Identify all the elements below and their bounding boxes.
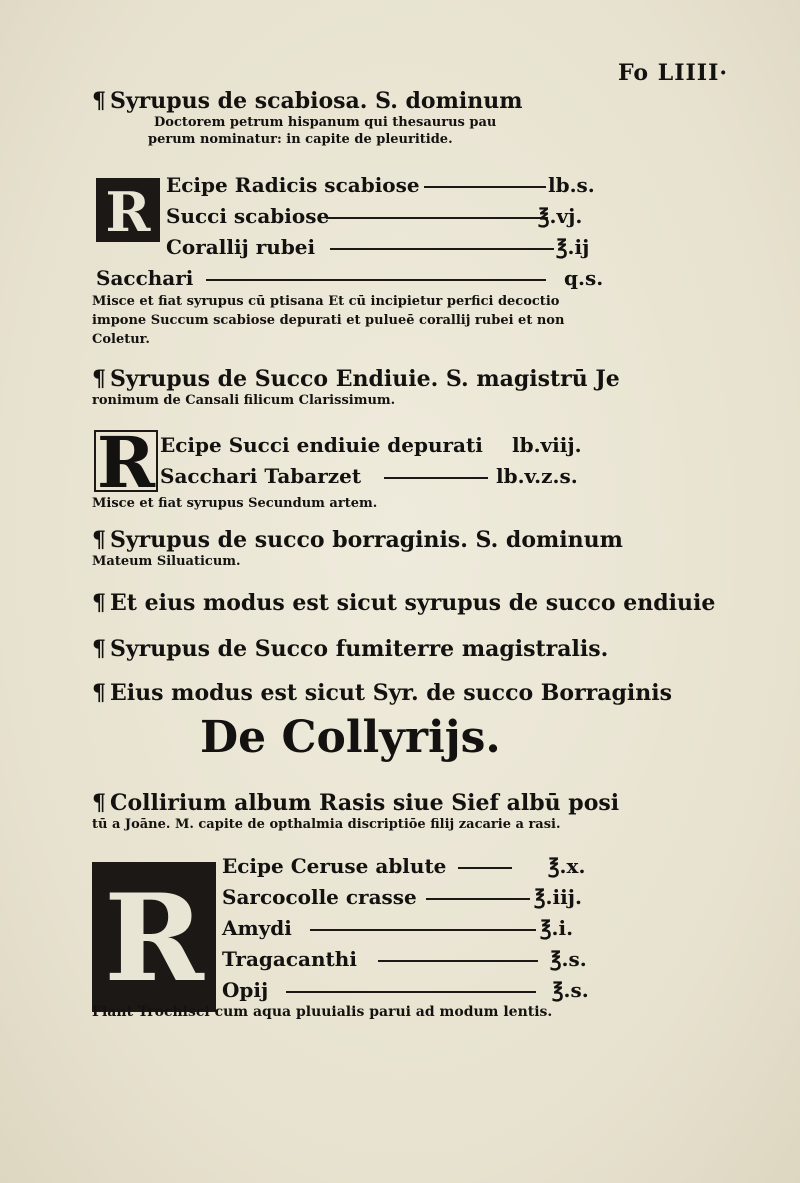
rule-line [330, 248, 554, 250]
dropcap-initial: R [96, 178, 160, 242]
instruction-text: Coletur. [92, 332, 150, 347]
instruction-text: impone Succum scabiose depurati et pulueē corallij rubei et non [92, 313, 565, 328]
rule-line [378, 960, 538, 962]
pilcrow-icon: ¶ [92, 366, 106, 392]
recipe-row [222, 884, 596, 910]
quantity: ℥.ij [556, 235, 590, 259]
ingredient: Ecipe Ceruse ablute [222, 854, 447, 878]
ingredient: Ecipe Succi endiuie depurati [160, 433, 483, 457]
section-subheading: Mateum Siluaticum. [92, 554, 241, 569]
instruction-text: Misce et fiat syrupus Secundum artem. [92, 496, 378, 511]
ingredient: Sacchari [96, 266, 194, 290]
quantity: lb.s. [548, 173, 595, 197]
recipe-row [222, 946, 596, 972]
section-heading: Syrupus de Succo Endiuie. S. magistrū Je [110, 366, 620, 392]
ingredient: Succi scabiose [166, 204, 330, 228]
recipe-row [160, 463, 596, 489]
quantity: lb.viij. [512, 433, 582, 457]
section-heading: Syrupus de Succo fumiterre magistralis. [110, 636, 609, 662]
recipe-row [96, 265, 604, 291]
recipe-row [166, 234, 596, 260]
recipe-row [160, 432, 596, 458]
recipe-row [166, 203, 596, 229]
recipe-row [222, 915, 596, 941]
quantity: ℥.s. [552, 978, 589, 1002]
section-collirium [92, 790, 620, 833]
quantity: ℥.vj. [538, 204, 583, 228]
folio-number: Fo LIIII· [618, 60, 729, 86]
section-borraginis-mode [92, 680, 672, 706]
pilcrow-icon: ¶ [92, 790, 106, 816]
instruction-text: Misce et fiat syrupus cū ptisana Et cū incipietur perfici decoctio [92, 294, 560, 309]
quantity: ℥.s. [550, 947, 587, 971]
recipe-row [166, 172, 596, 198]
section-subheading: tū a Joāne. M. capite de opthalmia discriptiōe filij zacarie a rasi. [92, 817, 561, 832]
section-heading: Collirium album Rasis siue Sief albū posi [110, 790, 620, 816]
quantity: lb.v.z.s. [496, 464, 578, 488]
ingredient: Ecipe Radicis scabiose [166, 173, 420, 197]
section-heading: Et eius modus est sicut syrupus de succo endiuie [110, 590, 716, 616]
section-subheading: ronimum de Cansali filicum Clarissimum. [92, 393, 396, 408]
rule-line [458, 867, 512, 869]
section-heading: Syrupus de succo borraginis. S. dominum [110, 527, 623, 553]
ingredient: Amydi [222, 916, 292, 940]
section-heading: Syrupus de scabiosa. S. dominum [110, 88, 523, 114]
section-endiuie [92, 366, 620, 409]
section-borraginis [92, 527, 623, 570]
section-subheading: Doctorem petrum hispanum qui thesaurus pau [154, 115, 497, 130]
section-heading: Eius modus est sicut Syr. de succo Borraginis [110, 680, 672, 706]
recipe-row [222, 853, 596, 879]
quantity: ℥.x. [548, 854, 586, 878]
rule-line [326, 217, 548, 219]
pilcrow-icon: ¶ [92, 636, 106, 662]
section-endiuie-mode [92, 590, 716, 616]
illustrated-dropcap: R [92, 862, 216, 1012]
recipe-row [222, 977, 596, 1003]
rule-line [384, 477, 488, 479]
section-fumiterre [92, 636, 609, 662]
ingredient: Sacchari Tabarzet [160, 464, 362, 488]
ingredient: Corallij rubei [166, 235, 316, 259]
pilcrow-icon: ¶ [92, 680, 106, 706]
quantity: ℥.i. [540, 916, 574, 940]
dropcap-initial: R [94, 430, 158, 492]
ingredient: Tragacanthi [222, 947, 357, 971]
rule-line [286, 991, 536, 993]
rule-line [206, 279, 546, 281]
instruction-text: Fiant Trochisci cum aqua pluuialis parui ad modum lentis. [92, 1004, 553, 1020]
section-scabiosa [92, 88, 592, 148]
pilcrow-icon: ¶ [92, 527, 106, 553]
quantity: ℥.iij. [534, 885, 582, 909]
rule-line [424, 186, 546, 188]
pilcrow-icon: ¶ [92, 88, 106, 114]
rule-line [426, 898, 530, 900]
ingredient: Opij [222, 978, 269, 1002]
ingredient: Sarcocolle crasse [222, 885, 417, 909]
section-subheading: perum nominatur: in capite de pleuritide. [148, 132, 453, 147]
quantity: q.s. [564, 266, 604, 290]
chapter-title: De Collyrijs. [200, 712, 501, 763]
rule-line [310, 929, 536, 931]
pilcrow-icon: ¶ [92, 590, 106, 616]
